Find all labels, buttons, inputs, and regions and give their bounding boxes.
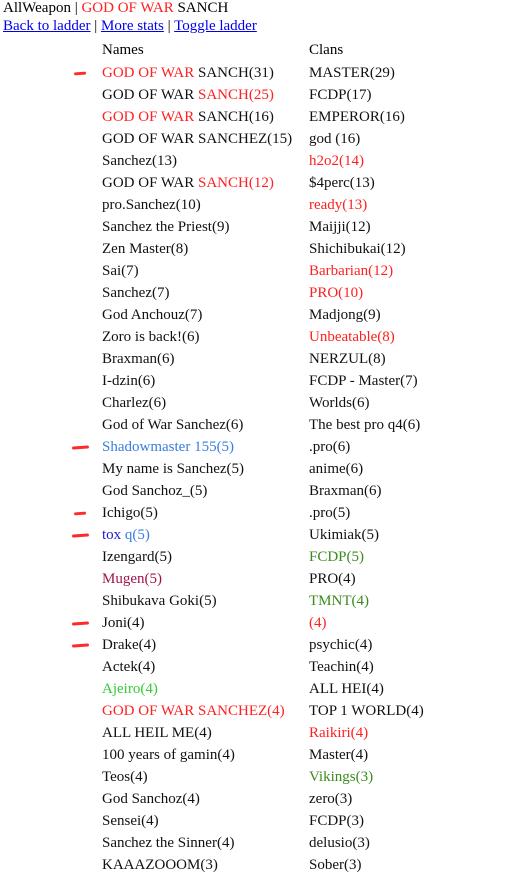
table-row: [0, 656, 517, 678]
table-row: [0, 722, 517, 744]
player-name-text: KAAAZOOOM(3): [102, 857, 218, 873]
player-name-text: Sanchez(7): [102, 285, 170, 301]
table-row: [0, 458, 517, 480]
clan-name: [309, 238, 406, 260]
player-name: [102, 744, 235, 766]
player-name-text: Sanchez(13): [102, 153, 177, 169]
clan-name-text: Sober(3): [309, 857, 362, 873]
player-name-text: SANCH(16): [197, 109, 274, 125]
table-row: [0, 304, 517, 326]
weapon-label: AllWeapon: [3, 0, 71, 16]
player-name-text: Ichigo(5): [102, 505, 158, 521]
table-row: [0, 106, 517, 128]
clan-name-text: PRO(4): [309, 571, 356, 587]
clan-name: [309, 260, 393, 282]
toggle-ladder-link[interactable]: Toggle ladder: [174, 18, 257, 34]
clan-name-text: ALL HEI(4): [309, 681, 384, 697]
clan-name-text: ready(13): [309, 197, 368, 213]
player-name-text: Izengard(5): [102, 549, 172, 565]
player-name-text: Sai(7): [102, 263, 139, 279]
clan-name: [309, 546, 364, 568]
player-name: [102, 62, 274, 84]
player-name-text: Zoro is back!(6): [102, 329, 200, 345]
clan-name: [309, 722, 368, 744]
player-name-text: SANCH(12): [197, 175, 274, 191]
clan-name: [309, 656, 374, 678]
player-name-text: Shibukava Goki(5): [102, 593, 217, 609]
player-name: [102, 590, 217, 612]
player-name-text: Joni(4): [102, 615, 145, 631]
clan-name: [309, 150, 364, 172]
table-row: [0, 524, 517, 546]
clan-name-text: EMPEROR(16): [309, 109, 405, 125]
player-name-text: ALL HEIL ME(4): [102, 725, 212, 741]
player-name-text: tox: [102, 527, 125, 543]
clan-name-text: MASTER(29): [309, 65, 395, 81]
clan-name-text: Raikiri(4): [309, 725, 369, 741]
table-row: [0, 502, 517, 524]
player-name-text: God Sanchoz_(5): [102, 483, 208, 499]
back-to-ladder-link[interactable]: Back to ladder: [3, 18, 91, 34]
player-name: [102, 238, 188, 260]
table-row: [0, 150, 517, 172]
player-name: [102, 810, 159, 832]
clan-name-text: Teachin(4): [309, 659, 374, 675]
player-name-text: Charlez(6): [102, 395, 167, 411]
player-name: [102, 458, 244, 480]
table-row: [0, 678, 517, 700]
table-row: [0, 744, 517, 766]
table-row: [0, 326, 517, 348]
clan-name: [309, 458, 363, 480]
nav-separator: |: [94, 18, 98, 34]
clan-name-text: h2o2(14): [309, 153, 364, 169]
clan-name-text: PRO(10): [309, 285, 364, 301]
player-name: [102, 634, 156, 656]
player-name: [102, 216, 229, 238]
clan-name-text: $4perc(13): [309, 175, 375, 191]
clan-name-text: FCDP(17): [309, 87, 372, 103]
player-name-text: Zen Master(8): [102, 241, 189, 257]
table-row: [0, 260, 517, 282]
clan-name-text: delusio(3): [309, 835, 370, 851]
table-row: [0, 612, 517, 634]
player-name-text: God Sanchoz(4): [102, 791, 200, 807]
clan-name-text: Barbarian(12): [309, 263, 394, 279]
table-row: [0, 282, 517, 304]
table-row: [0, 172, 517, 194]
table-row: [0, 370, 517, 392]
table-row: [0, 546, 517, 568]
table-row: [0, 84, 517, 106]
table-row: [0, 216, 517, 238]
clan-name: [309, 106, 405, 128]
player-name: [102, 348, 174, 370]
table-row: [0, 480, 517, 502]
player-name: [102, 304, 202, 326]
clan-name-text: FCDP - Master(7): [309, 373, 418, 389]
clan-name-text: Worlds(6): [309, 395, 370, 411]
table-row: [0, 810, 517, 832]
player-name-text: Sensei(4): [102, 813, 159, 829]
player-name-text: Ajeiro(4): [102, 681, 158, 697]
table-row: [0, 766, 517, 788]
table-row: [0, 788, 517, 810]
player-name: [102, 84, 274, 106]
player-name-text: GOD OF WAR: [102, 65, 198, 81]
clan-name: [309, 788, 352, 810]
names-column-header: Names: [102, 42, 144, 58]
clan-name: [309, 370, 418, 392]
clan-name: [309, 810, 364, 832]
clan-name: [309, 326, 395, 348]
player-name: [102, 106, 274, 128]
clan-name-text: Braxman(6): [309, 483, 382, 499]
table-row: [0, 348, 517, 370]
nav-links: [3, 17, 257, 35]
player-name-text: God Anchouz(7): [102, 307, 203, 323]
clan-name-text: Maijji(12): [309, 219, 371, 235]
player-name: [102, 612, 145, 634]
player-name: [102, 414, 243, 436]
clan-name: [309, 612, 327, 634]
player-name-text: q(5): [124, 527, 150, 543]
clan-name: [309, 62, 395, 84]
title-separator: |: [74, 0, 78, 16]
clan-name-text: .pro(6): [309, 439, 351, 455]
red-annotation-mark: [72, 533, 89, 537]
player-name-text: SANCH(25): [197, 87, 274, 103]
clan-name: [309, 524, 379, 546]
player-name-text: Sanchez the Priest(9): [102, 219, 230, 235]
ladder-table: [0, 62, 517, 876]
table-row: [0, 436, 517, 458]
clan-name: [309, 414, 420, 436]
player-name: [102, 436, 234, 458]
red-annotation-mark: [74, 72, 86, 76]
more-stats-link[interactable]: More stats: [100, 18, 164, 34]
clan-name: [309, 282, 363, 304]
player-name: [102, 678, 158, 700]
table-row: [0, 194, 517, 216]
clan-name-text: Shichibukai(12): [309, 241, 406, 257]
clan-name-text: zero(3): [309, 791, 353, 807]
table-row: [0, 832, 517, 854]
player-name-text: GOD OF WAR SANCHEZ(4): [102, 703, 285, 719]
red-annotation-mark: [72, 621, 89, 625]
table-row: [0, 854, 517, 876]
clan-name: [309, 744, 368, 766]
player-name-text: Mugen(5): [102, 571, 162, 587]
player-name-text: Sanchez the Sinner(4): [102, 835, 235, 851]
table-row: [0, 700, 517, 722]
table-row: [0, 568, 517, 590]
player-name-text: I-dzin(6): [102, 373, 156, 389]
player-name-text: GOD OF WAR SANCHEZ(15): [102, 131, 293, 147]
clan-name: [309, 634, 372, 656]
clan-name: [309, 128, 360, 150]
clan-name-text: Vikings(3): [309, 769, 374, 785]
player-name: [102, 128, 292, 150]
player-name: [102, 766, 148, 788]
clan-name-text: NERZUL(8): [309, 351, 386, 367]
player-name: [102, 546, 172, 568]
table-row: [0, 62, 517, 84]
player-name: [102, 502, 158, 524]
clan-name-text: (4): [309, 615, 327, 631]
clan-name: [309, 854, 362, 876]
player-name-text: God of War Sanchez(6): [102, 417, 244, 433]
player-name-text: My name is Sanchez(5): [102, 461, 245, 477]
table-row: [0, 238, 517, 260]
clan-name: [309, 392, 369, 414]
player-name: [102, 150, 177, 172]
player-name-text: Braxman(6): [102, 351, 175, 367]
clan-name-text: Master(4): [309, 747, 369, 763]
player-name-rest: SANCH: [173, 0, 229, 16]
player-name-text: Teos(4): [102, 769, 148, 785]
clan-name-text: psychic(4): [309, 637, 373, 653]
clan-name-text: The best pro q4(6): [309, 417, 421, 433]
clan-name: [309, 700, 424, 722]
player-name: [102, 700, 285, 722]
player-name-text: Actek(4): [102, 659, 156, 675]
player-name: [102, 656, 155, 678]
player-name: [102, 172, 274, 194]
player-name-red: GOD OF WAR: [81, 0, 174, 16]
clan-name: [309, 304, 381, 326]
clan-name: [309, 502, 350, 524]
clan-name-text: TOP 1 WORLD(4): [309, 703, 424, 719]
clan-name-text: Unbeatable(8): [309, 329, 395, 345]
player-name: [102, 326, 199, 348]
player-name: [102, 788, 200, 810]
player-name: [102, 480, 207, 502]
player-name: [102, 370, 155, 392]
player-name: [102, 832, 234, 854]
clan-name-text: FCDP(3): [309, 813, 365, 829]
clan-name: [309, 590, 369, 612]
clan-name: [309, 766, 373, 788]
red-annotation-mark: [72, 445, 89, 449]
clan-name: [309, 832, 370, 854]
clan-name: [309, 84, 372, 106]
player-name: [102, 524, 150, 546]
player-name-text: 100 years of gamin(4): [102, 747, 235, 763]
clan-name: [309, 216, 371, 238]
red-annotation-mark: [74, 512, 86, 516]
player-name-text: GOD OF WAR: [102, 87, 198, 103]
player-name: [102, 260, 139, 282]
clan-name-text: .pro(5): [309, 505, 351, 521]
table-row: [0, 634, 517, 656]
player-name: [102, 392, 166, 414]
clan-name: [309, 436, 350, 458]
player-name-text: SANCH(31): [197, 65, 274, 81]
player-name: [102, 568, 162, 590]
player-name: [102, 854, 218, 876]
player-name: [102, 282, 169, 304]
player-name-text: Shadowmaster 155(5): [102, 439, 235, 455]
clan-name: [309, 568, 356, 590]
nav-separator: |: [167, 18, 171, 34]
clan-name-text: Madjong(9): [309, 307, 381, 323]
clan-name: [309, 348, 386, 370]
table-row: [0, 414, 517, 436]
clan-name: [309, 480, 381, 502]
stats-title: [3, 0, 228, 17]
table-row: [0, 128, 517, 150]
clan-name-text: FCDP(5): [309, 549, 365, 565]
player-name-text: GOD OF WAR: [102, 109, 198, 125]
clan-name: [309, 172, 375, 194]
clan-name-text: god (16): [309, 131, 361, 147]
table-row: [0, 392, 517, 414]
clan-name: [309, 678, 384, 700]
player-name: [102, 194, 201, 216]
player-name-text: Drake(4): [102, 637, 157, 653]
clan-name-text: TMNT(4): [309, 593, 369, 609]
clan-name-text: Ukimiak(5): [309, 527, 379, 543]
clan-name: [309, 194, 367, 216]
player-name-text: GOD OF WAR: [102, 175, 198, 191]
clan-name-text: anime(6): [309, 461, 364, 477]
clans-column-header: Clans: [309, 42, 344, 58]
player-name: [102, 722, 212, 744]
player-name-text: pro.Sanchez(10): [102, 197, 201, 213]
table-row: [0, 590, 517, 612]
red-annotation-mark: [72, 643, 89, 647]
